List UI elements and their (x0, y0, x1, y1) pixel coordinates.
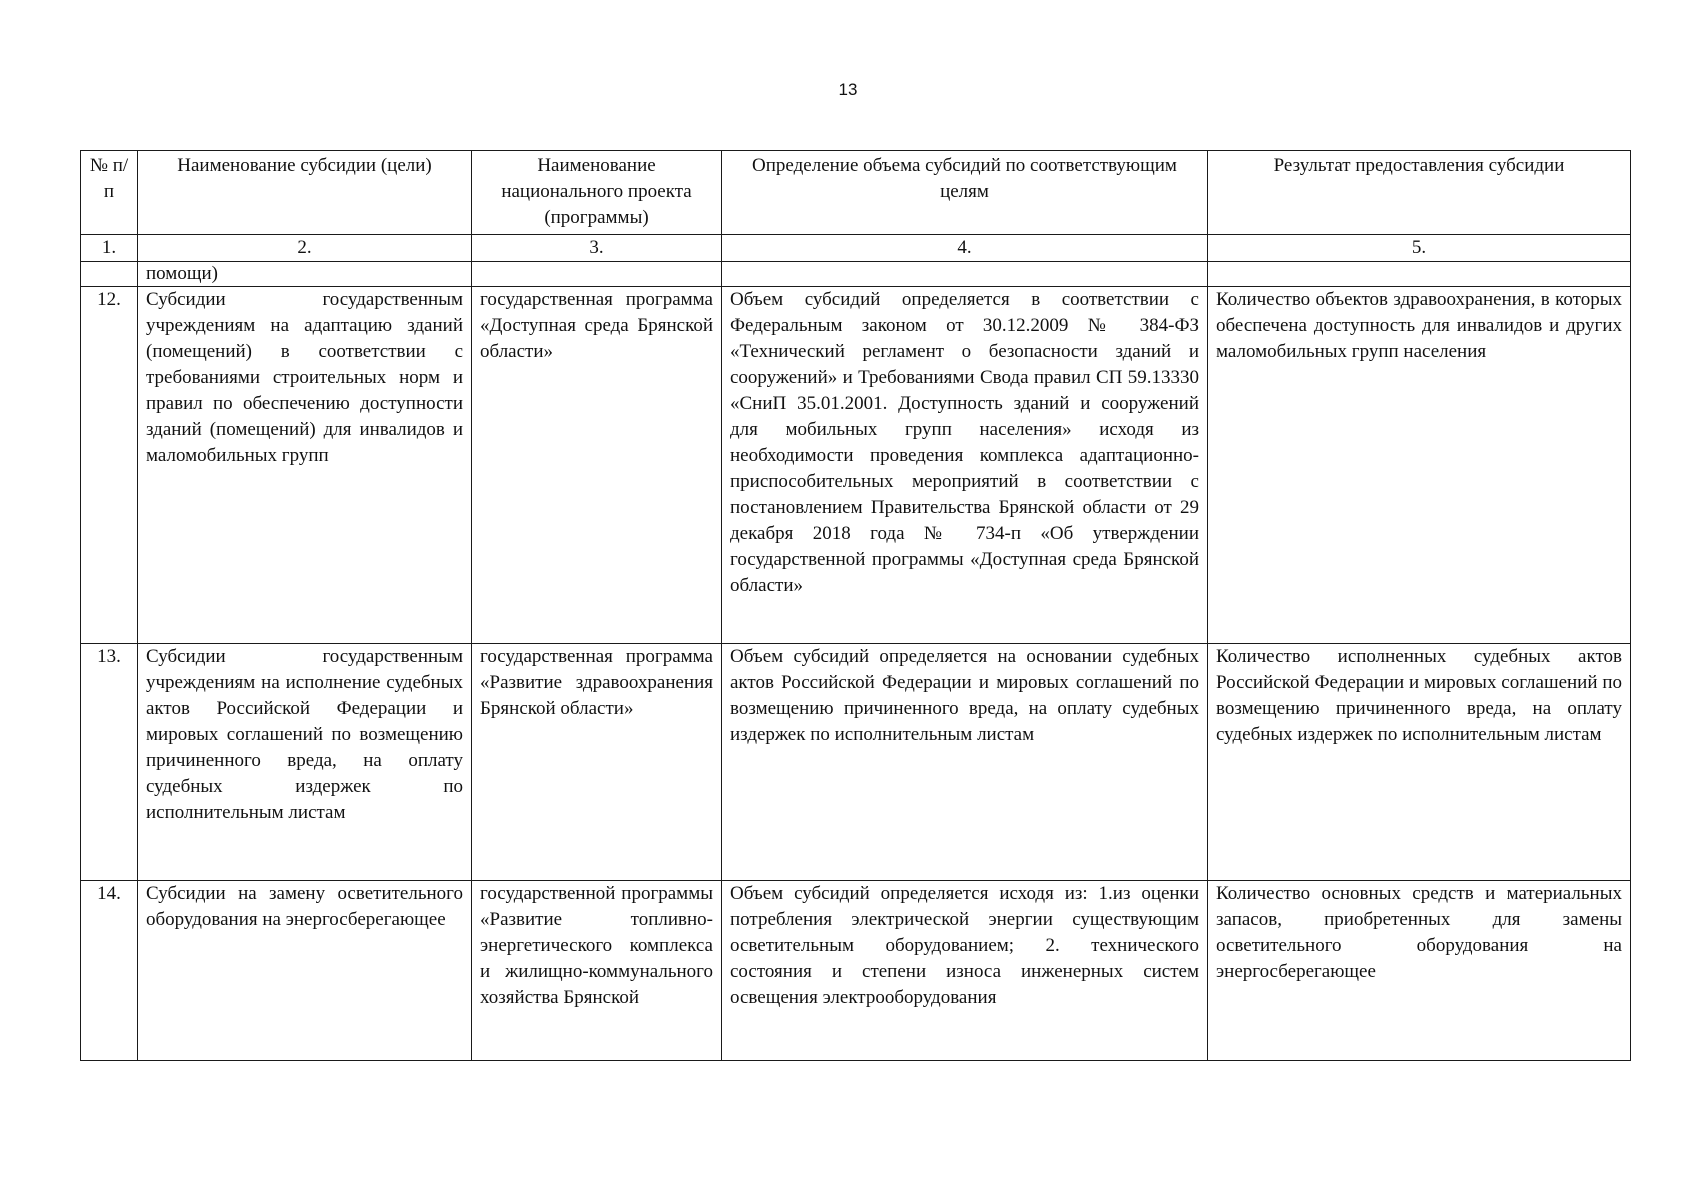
subsidy-name-cell: Субсидии государственным учреждениям на исполнение судебных актов Российской Федерации и мировых соглашений по возмещению причиненного вреда, на оплату судебных издержек по исполнительным листам (138, 644, 472, 881)
result-cell: Количество объектов здравоохранения, в которых обеспечена доступность для инвалидов и других маломобильных групп населения (1208, 287, 1631, 644)
program-name-cell: государственная программа «Развитие здравоохранения Брянской области» (472, 644, 722, 881)
subsidy-name-cell: Субсидии государственным учреждениям на адаптацию зданий (помещений) в соответствии с требованиями строительных норм и правил по обеспечению доступности зданий (помещений) для инвалидов и маломобильных групп (138, 287, 472, 644)
table-row (81, 287, 1631, 644)
volume-definition-cell: Объем субсидий определяется исходя из: 1.из оценки потребления электрической энергии существующим осветительным оборудованием; 2. технического состояния и степени износа инженерных систем освещения электрооборудования (722, 881, 1208, 1061)
table-row (81, 644, 1631, 881)
column-number-row (81, 235, 1631, 262)
row-number: 13. (81, 644, 138, 881)
program-name-cell: государственная программа «Доступная среда Брянской области» (472, 287, 722, 644)
column-number: 2. (138, 235, 472, 262)
page-number: 13 (838, 80, 858, 99)
continuation-cell (1208, 262, 1631, 287)
header-result: Результат предоставления субсидии (1208, 151, 1631, 235)
continuation-cell (472, 262, 722, 287)
subsidy-table (80, 150, 1631, 1061)
volume-definition-cell: Объем субсидий определяется на основании судебных актов Российской Федерации и мировых соглашений по возмещению причиненного вреда, на оплату судебных издержек по исполнительным листам (722, 644, 1208, 881)
continuation-cell (722, 262, 1208, 287)
result-cell: Количество основных средств и материальных запасов, приобретенных для замены осветительного оборудования на энергосберегающее (1208, 881, 1631, 1061)
header-number: № п/п (81, 151, 138, 235)
column-number: 4. (722, 235, 1208, 262)
column-number: 5. (1208, 235, 1631, 262)
subsidy-name-cell: Субсидии на замену осветительного оборудования на энергосберегающее (138, 881, 472, 1061)
column-number: 3. (472, 235, 722, 262)
continuation-cell (81, 262, 138, 287)
continuation-row (81, 262, 1631, 287)
result-cell: Количество исполненных судебных актов Российской Федерации и мировых соглашений по возмещению причиненного вреда, на оплату судебных издержек по исполнительным листам (1208, 644, 1631, 881)
volume-definition-cell: Объем субсидий определяется в соответствии с Федеральным законом от 30.12.2009 № 384-ФЗ «Технический регламент о безопасности зданий и сооружений» и Требованиями Свода правил СП 59.13330 «СниП 35.01.2001. Доступность зданий и сооружений для мобильных групп населения» исходя из необходимости проведения комплекса адаптационно-приспособительных мероприятий в соответствии с постановлением Правительства Брянской области от 29 декабря 2018 года № 734-п «Об утверждении государственной программы «Доступная среда Брянской области» (722, 287, 1208, 644)
row-number: 12. (81, 287, 138, 644)
column-number: 1. (81, 235, 138, 262)
header-project-name: Наименование национального проекта (программы) (472, 151, 722, 235)
table-header-row (81, 151, 1631, 235)
program-name-cell: государственной программы «Развитие топливно-энергетического комплекса и жилищно-коммунального хозяйства Брянской (472, 881, 722, 1061)
header-volume-definition: Определение объема субсидий по соответствующим целям (722, 151, 1208, 235)
row-number: 14. (81, 881, 138, 1061)
header-subsidy-name: Наименование субсидии (цели) (138, 151, 472, 235)
continuation-cell: помощи) (138, 262, 472, 287)
table-row (81, 881, 1631, 1061)
